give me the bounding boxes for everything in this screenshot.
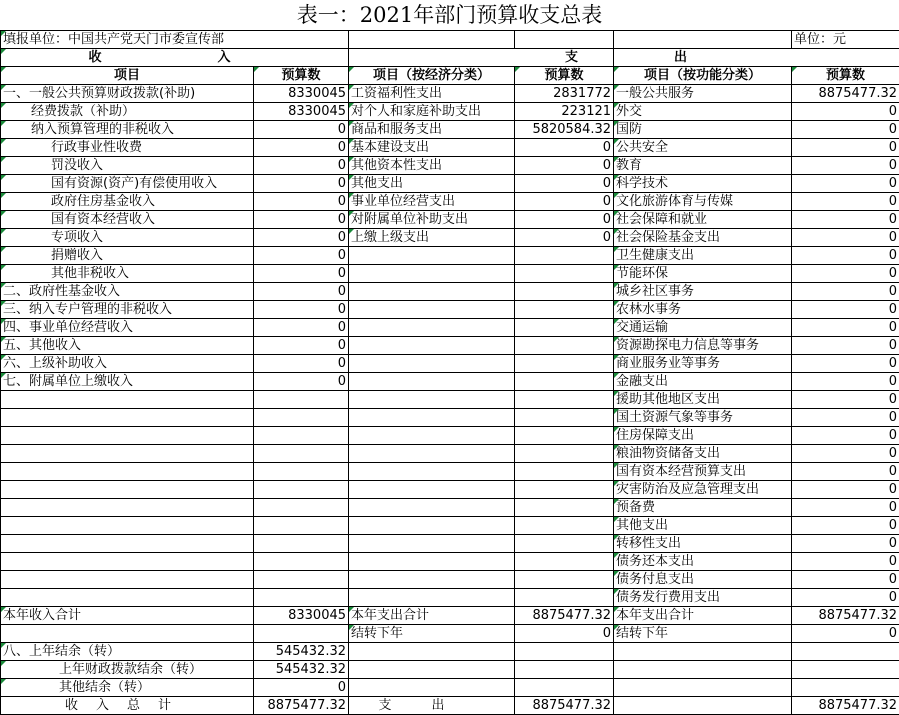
func-item-label[interactable]: 社会保险基金支出 [614, 229, 792, 247]
prior-fiscal-row [1, 661, 899, 679]
func-item-label[interactable]: 国有资本经营预算支出 [614, 463, 792, 481]
func-item-label[interactable]: 债务还本支出 [614, 553, 792, 571]
func-item-label[interactable]: 其他支出 [614, 517, 792, 535]
income-item-value[interactable]: 0 [254, 211, 349, 229]
other-balance-label[interactable]: 其他结余（转） [1, 679, 254, 697]
func-item-label[interactable]: 商业服务业等事务 [614, 355, 792, 373]
func-item-value[interactable]: 0 [792, 175, 899, 193]
blank-cell[interactable] [254, 409, 349, 427]
income-section-label[interactable] [1, 49, 349, 67]
income-item-value[interactable]: 0 [254, 301, 349, 319]
blank-cell[interactable] [1, 535, 254, 553]
grand-econ-value[interactable]: 8875477.32 [515, 697, 614, 715]
blank-cell[interactable] [1, 445, 254, 463]
blank-cell[interactable] [349, 373, 515, 391]
blank-cell[interactable] [349, 553, 515, 571]
func-carry-label[interactable]: 结转下年 [614, 625, 792, 643]
blank-cell[interactable] [254, 571, 349, 589]
income-item-value[interactable]: 0 [254, 319, 349, 337]
income-item-label[interactable]: 政府住房基金收入 [1, 193, 254, 211]
table-row [1, 175, 899, 193]
blank-cell[interactable] [254, 391, 349, 409]
blank-cell[interactable] [349, 643, 515, 661]
income-total-value[interactable]: 8330045 [254, 607, 349, 625]
table-row [1, 553, 899, 571]
header-row-unit [1, 31, 899, 49]
blank-cell[interactable] [349, 31, 515, 49]
prior-fiscal-label[interactable]: 上年财政拨款结余（转） [1, 661, 254, 679]
blank-cell[interactable] [515, 553, 614, 571]
func-item-value[interactable]: 0 [792, 535, 899, 553]
table-row [1, 481, 899, 499]
income-item-label[interactable]: 三、纳入专户管理的非税收入 [1, 301, 254, 319]
func-item-value[interactable]: 0 [792, 139, 899, 157]
col-header-item[interactable]: 项目 [1, 67, 254, 85]
blank-cell[interactable] [1, 463, 254, 481]
econ-carry-value[interactable]: 0 [515, 625, 614, 643]
col-header-budget[interactable]: 预算数 [792, 67, 899, 85]
page-title: 表一：2021年部门预算收支总表 [296, 3, 603, 27]
blank-cell[interactable] [349, 499, 515, 517]
func-item-label[interactable]: 文化旅游体育与传媒 [614, 193, 792, 211]
table-row [1, 157, 899, 175]
func-item-value[interactable]: 0 [792, 427, 899, 445]
blank-cell[interactable] [792, 679, 899, 697]
econ-item-value[interactable]: 0 [515, 175, 614, 193]
func-item-label[interactable]: 公共安全 [614, 139, 792, 157]
blank-cell[interactable] [515, 499, 614, 517]
blank-cell[interactable] [515, 535, 614, 553]
func-item-label[interactable]: 农林水事务 [614, 301, 792, 319]
income-item-label[interactable]: 罚没收入 [1, 157, 254, 175]
blank-cell[interactable] [1, 517, 254, 535]
table-row [1, 139, 899, 157]
func-item-value[interactable]: 0 [792, 463, 899, 481]
prior-balance-value[interactable]: 545432.32 [254, 643, 349, 661]
func-item-label[interactable]: 一般公共服务 [614, 85, 792, 103]
blank-cell[interactable] [515, 463, 614, 481]
func-carry-value[interactable]: 0 [792, 625, 899, 643]
blank-cell[interactable] [515, 427, 614, 445]
income-item-label[interactable]: 经费拨款（补助） [1, 103, 254, 121]
table-row [1, 409, 899, 427]
func-item-value[interactable]: 0 [792, 499, 899, 517]
table-row [1, 517, 899, 535]
func-item-label[interactable]: 教育 [614, 157, 792, 175]
blank-cell[interactable] [349, 571, 515, 589]
table-row [1, 121, 899, 139]
blank-cell[interactable] [349, 409, 515, 427]
func-item-label[interactable]: 援助其他地区支出 [614, 391, 792, 409]
income-total-label[interactable]: 本年收入合计 [1, 607, 254, 625]
other-balance-value[interactable]: 0 [254, 679, 349, 697]
func-item-label[interactable]: 国防 [614, 121, 792, 139]
econ-item-value[interactable]: 0 [515, 157, 614, 175]
func-item-value[interactable]: 0 [792, 445, 899, 463]
income-item-label[interactable]: 五、其他收入 [1, 337, 254, 355]
blank-cell[interactable] [1, 499, 254, 517]
blank-cell[interactable] [515, 409, 614, 427]
blank-cell[interactable] [1, 571, 254, 589]
blank-cell[interactable] [349, 301, 515, 319]
income-item-label[interactable]: 一、一般公共预算财政拨款(补助) [1, 85, 254, 103]
econ-item-label[interactable]: 其他支出 [349, 175, 515, 193]
blank-cell[interactable] [515, 679, 614, 697]
func-item-label[interactable]: 住房保障支出 [614, 427, 792, 445]
grand-income-label[interactable]: 收入总计 [1, 697, 254, 715]
other-balance-row [1, 679, 899, 697]
func-item-value[interactable]: 0 [792, 373, 899, 391]
table-row [1, 283, 899, 301]
blank-cell[interactable] [515, 265, 614, 283]
econ-item-value[interactable]: 223121 [515, 103, 614, 121]
econ-item-value[interactable]: 5820584.32 [515, 121, 614, 139]
income-item-label[interactable]: 纳入预算管理的非税收入 [1, 121, 254, 139]
prior-balance-label[interactable]: 八、上年结余（转） [1, 643, 254, 661]
func-item-value[interactable]: 0 [792, 481, 899, 499]
blank-cell[interactable] [792, 661, 899, 679]
econ-item-label[interactable]: 对个人和家庭补助支出 [349, 103, 515, 121]
table-row [1, 319, 899, 337]
blank-cell[interactable] [792, 643, 899, 661]
blank-cell[interactable] [614, 697, 792, 715]
blank-cell[interactable] [254, 499, 349, 517]
blank-cell[interactable] [349, 589, 515, 607]
income-item-value[interactable]: 0 [254, 229, 349, 247]
blank-cell[interactable] [349, 535, 515, 553]
blank-cell[interactable] [515, 589, 614, 607]
income-item-label[interactable]: 行政事业性收费 [1, 139, 254, 157]
func-item-label[interactable]: 国土资源气象等事务 [614, 409, 792, 427]
func-item-value[interactable]: 0 [792, 355, 899, 373]
table-row [1, 589, 899, 607]
blank-cell[interactable] [349, 481, 515, 499]
econ-item-value[interactable]: 2831772 [515, 85, 614, 103]
table-row [1, 427, 899, 445]
blank-cell[interactable] [515, 283, 614, 301]
table-row [1, 103, 899, 121]
func-item-label[interactable]: 资源勘探电力信息等事务 [614, 337, 792, 355]
table-row [1, 337, 899, 355]
func-item-value[interactable]: 0 [792, 517, 899, 535]
func-item-value[interactable]: 8875477.32 [792, 85, 899, 103]
blank-cell[interactable] [1, 553, 254, 571]
blank-cell[interactable] [515, 301, 614, 319]
blank-cell[interactable] [254, 481, 349, 499]
func-item-label[interactable]: 社会保障和就业 [614, 211, 792, 229]
econ-item-value[interactable]: 0 [515, 229, 614, 247]
blank-cell[interactable] [1, 427, 254, 445]
blank-cell[interactable] [515, 355, 614, 373]
func-item-label[interactable]: 预备费 [614, 499, 792, 517]
blank-cell[interactable] [349, 679, 515, 697]
func-item-label[interactable]: 金融支出 [614, 373, 792, 391]
totals-row [1, 607, 899, 625]
func-item-value[interactable]: 0 [792, 337, 899, 355]
blank-cell[interactable] [515, 247, 614, 265]
table-row [1, 193, 899, 211]
blank-cell[interactable] [349, 445, 515, 463]
blank-cell[interactable] [349, 265, 515, 283]
econ-item-label[interactable]: 基本建设支出 [349, 139, 515, 157]
blank-cell[interactable] [254, 463, 349, 481]
income-item-value[interactable]: 0 [254, 337, 349, 355]
grand-func-value[interactable]: 8875477.32 [792, 697, 899, 715]
blank-cell[interactable] [614, 643, 792, 661]
income-item-value[interactable]: 0 [254, 175, 349, 193]
func-item-value[interactable]: 0 [792, 229, 899, 247]
blank-cell[interactable] [515, 391, 614, 409]
income-item-value[interactable]: 0 [254, 265, 349, 283]
blank-cell[interactable] [515, 517, 614, 535]
income-item-label[interactable]: 其他非税收入 [1, 265, 254, 283]
func-item-label[interactable]: 交通运输 [614, 319, 792, 337]
func-item-value[interactable]: 0 [792, 391, 899, 409]
blank-cell[interactable] [515, 643, 614, 661]
func-item-label[interactable]: 粮油物资储备支出 [614, 445, 792, 463]
budget-table [0, 30, 899, 715]
col-header-func-item[interactable]: 项目（按功能分类） [614, 67, 792, 85]
income-item-value[interactable]: 0 [254, 283, 349, 301]
table-row [1, 535, 899, 553]
income-item-value[interactable]: 0 [254, 157, 349, 175]
func-item-label[interactable]: 城乡社区事务 [614, 283, 792, 301]
func-item-label[interactable]: 转移性支出 [614, 535, 792, 553]
func-item-label[interactable]: 债务发行费用支出 [614, 589, 792, 607]
blank-cell[interactable] [515, 319, 614, 337]
blank-cell[interactable] [254, 589, 349, 607]
econ-item-value[interactable]: 0 [515, 211, 614, 229]
table-row [1, 499, 899, 517]
func-item-value[interactable]: 0 [792, 589, 899, 607]
blank-cell[interactable] [349, 247, 515, 265]
blank-cell[interactable] [349, 337, 515, 355]
blank-cell[interactable] [515, 661, 614, 679]
econ-item-label[interactable]: 上缴上级支出 [349, 229, 515, 247]
blank-cell[interactable] [515, 445, 614, 463]
econ-item-label[interactable]: 事业单位经营支出 [349, 193, 515, 211]
blank-cell[interactable] [254, 535, 349, 553]
income-item-value[interactable]: 0 [254, 373, 349, 391]
table-row [1, 445, 899, 463]
grand-expense-label[interactable]: 支出 [349, 697, 515, 715]
func-total-value[interactable]: 8875477.32 [792, 607, 899, 625]
income-item-label[interactable]: 国有资本经营收入 [1, 211, 254, 229]
filling-unit-cell[interactable]: 填报单位：中国共产党天门市委宣传部 [1, 31, 349, 49]
func-item-value[interactable]: 0 [792, 319, 899, 337]
blank-cell[interactable] [254, 427, 349, 445]
income-item-label[interactable]: 专项收入 [1, 229, 254, 247]
blank-cell[interactable] [614, 31, 792, 49]
blank-cell[interactable] [1, 409, 254, 427]
col-header-econ-item[interactable]: 项目（按经济分类） [349, 67, 515, 85]
func-item-value[interactable]: 0 [792, 265, 899, 283]
func-item-value[interactable]: 0 [792, 247, 899, 265]
prior-balance-row [1, 643, 899, 661]
func-item-value[interactable]: 0 [792, 193, 899, 211]
blank-cell[interactable] [254, 625, 349, 643]
func-item-label[interactable]: 卫生健康支出 [614, 247, 792, 265]
func-item-value[interactable]: 0 [792, 121, 899, 139]
econ-item-value[interactable]: 0 [515, 139, 614, 157]
table-row [1, 355, 899, 373]
econ-item-label[interactable]: 对附属单位补助支出 [349, 211, 515, 229]
func-item-value[interactable]: 0 [792, 553, 899, 571]
blank-cell[interactable] [349, 427, 515, 445]
func-item-value[interactable]: 0 [792, 157, 899, 175]
income-item-label[interactable]: 捐赠收入 [1, 247, 254, 265]
blank-cell[interactable] [349, 517, 515, 535]
econ-total-value[interactable]: 8875477.32 [515, 607, 614, 625]
income-item-value[interactable]: 0 [254, 121, 349, 139]
econ-item-label[interactable]: 其他资本性支出 [349, 157, 515, 175]
func-item-value[interactable]: 0 [792, 103, 899, 121]
blank-cell[interactable] [349, 283, 515, 301]
blank-cell[interactable] [515, 481, 614, 499]
table-row [1, 571, 899, 589]
table-row [1, 463, 899, 481]
func-item-label[interactable]: 科学技术 [614, 175, 792, 193]
blank-cell[interactable] [1, 625, 254, 643]
blank-cell[interactable] [614, 661, 792, 679]
income-section-text: 收 入 [88, 50, 261, 65]
econ-total-label[interactable]: 本年支出合计 [349, 607, 515, 625]
func-item-label[interactable]: 外交 [614, 103, 792, 121]
income-item-label[interactable]: 六、上级补助收入 [1, 355, 254, 373]
grand-total-row [1, 697, 899, 715]
blank-cell[interactable] [1, 481, 254, 499]
blank-cell[interactable] [614, 679, 792, 697]
func-item-label[interactable]: 债务付息支出 [614, 571, 792, 589]
income-item-value[interactable]: 0 [254, 355, 349, 373]
func-item-label[interactable]: 节能环保 [614, 265, 792, 283]
blank-cell[interactable] [254, 517, 349, 535]
func-item-value[interactable]: 0 [792, 283, 899, 301]
econ-item-label[interactable]: 工资福利性支出 [349, 85, 515, 103]
blank-cell[interactable] [254, 445, 349, 463]
prior-fiscal-value[interactable]: 545432.32 [254, 661, 349, 679]
header-row-columns [1, 67, 899, 85]
expense-section-label-2[interactable]: 出 [614, 49, 899, 67]
table-row [1, 211, 899, 229]
blank-cell[interactable] [349, 391, 515, 409]
income-item-value[interactable]: 0 [254, 193, 349, 211]
econ-carry-label[interactable]: 结转下年 [349, 625, 515, 643]
econ-item-value[interactable]: 0 [515, 193, 614, 211]
income-item-label[interactable]: 七、附属单位上缴收入 [1, 373, 254, 391]
carry-row [1, 625, 899, 643]
func-item-label[interactable]: 灾害防治及应急管理支出 [614, 481, 792, 499]
table-row [1, 391, 899, 409]
table-row [1, 301, 899, 319]
blank-cell[interactable] [1, 391, 254, 409]
blank-cell[interactable] [349, 355, 515, 373]
col-header-budget[interactable]: 预算数 [254, 67, 349, 85]
income-item-value[interactable]: 0 [254, 247, 349, 265]
table-row [1, 229, 899, 247]
blank-cell[interactable] [254, 553, 349, 571]
income-item-label[interactable]: 国有资源(资产)有偿使用收入 [1, 175, 254, 193]
func-item-value[interactable]: 0 [792, 571, 899, 589]
income-item-label[interactable]: 四、事业单位经营收入 [1, 319, 254, 337]
func-item-value[interactable]: 0 [792, 211, 899, 229]
expense-section-label-1[interactable]: 支 [349, 49, 614, 67]
blank-cell[interactable] [349, 319, 515, 337]
blank-cell[interactable] [515, 337, 614, 355]
col-header-budget[interactable]: 预算数 [515, 67, 614, 85]
income-item-value[interactable]: 0 [254, 139, 349, 157]
func-item-value[interactable]: 0 [792, 409, 899, 427]
blank-cell[interactable] [349, 463, 515, 481]
blank-cell[interactable] [1, 589, 254, 607]
blank-cell[interactable] [515, 373, 614, 391]
unit-cell[interactable]: 单位：元 [792, 31, 899, 49]
table-row [1, 265, 899, 283]
income-item-label[interactable]: 二、政府性基金收入 [1, 283, 254, 301]
header-row-sections [1, 49, 899, 67]
blank-cell[interactable] [515, 571, 614, 589]
table-row [1, 373, 899, 391]
income-item-value[interactable]: 8330045 [254, 103, 349, 121]
func-total-label[interactable]: 本年支出合计 [614, 607, 792, 625]
blank-cell[interactable] [349, 661, 515, 679]
grand-income-value[interactable]: 8875477.32 [254, 697, 349, 715]
func-item-value[interactable]: 0 [792, 301, 899, 319]
income-item-value[interactable]: 8330045 [254, 85, 349, 103]
econ-item-label[interactable]: 商品和服务支出 [349, 121, 515, 139]
blank-cell[interactable] [515, 31, 614, 49]
table-row [1, 247, 899, 265]
table-row [1, 85, 899, 103]
